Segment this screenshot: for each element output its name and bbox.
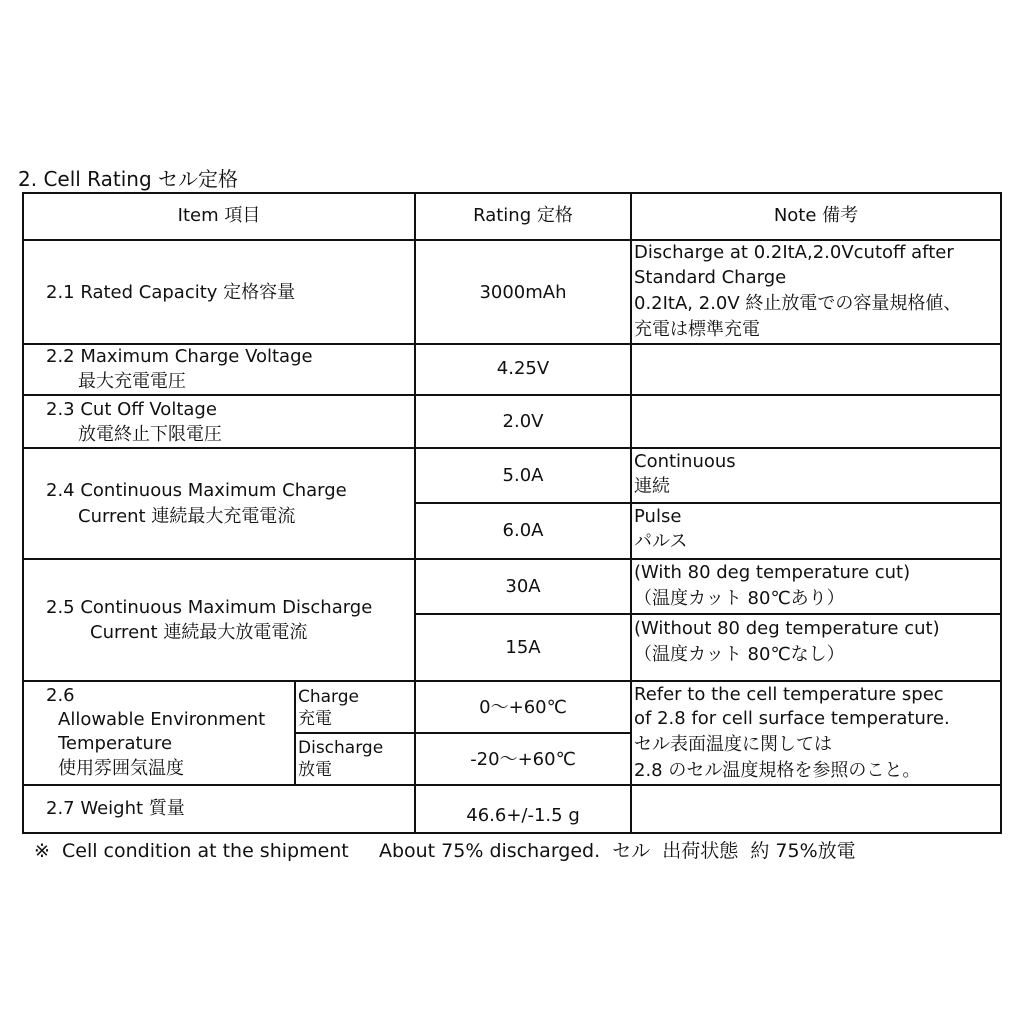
header-rating: Rating 定格 [473,205,573,226]
item-env-temp-line4: 使用雰囲気温度 [58,758,184,779]
col-sep-item-sublabel [294,682,296,786]
rating-max-charge-voltage: 4.25V [496,358,550,379]
note-charge-pulse-line1: Pulse [634,506,682,527]
rating-charge-temp: 0～+60℃ [479,697,567,718]
note-charge-continuous-line2: 連続 [634,476,670,497]
col-sep-rating-note [630,192,632,834]
sublabel-discharge-line1: Discharge [298,738,384,758]
row-line-3 [22,447,1002,449]
item-max-charge-current-line2: Current 連続最大充電電流 [78,506,296,527]
note-discharge-without-cut-line2: （温度カット 80℃なし） [634,644,845,665]
row-line-6 [22,784,1002,786]
note-rated-capacity-line3: 0.2ItA, 2.0V 終止放電での容量規格値、 [634,293,962,314]
rating-discharge-temp: -20～+60℃ [470,749,576,770]
rating-cut-off-voltage: 2.0V [502,411,544,432]
section-title: 2. Cell Rating セル定格 [18,167,239,191]
sublabel-discharge-line2: 放電 [298,760,332,780]
sublabel-charge-line2: 充電 [298,709,332,729]
note-rated-capacity-line2: Standard Charge [634,267,787,288]
item-weight: 2.7 Weight 質量 [46,798,185,819]
note-env-temp-line1: Refer to the cell temperature spec [634,684,944,705]
note-rated-capacity-line4: 充電は標準充電 [634,319,760,340]
sublabel-charge-line1: Charge [298,687,360,707]
item-max-charge-current-line1: 2.4 Continuous Maximum Charge [46,480,347,501]
note-rated-capacity-line1: Discharge at 0.2ItA,2.0Vcutoff after [634,242,954,263]
row-line-5a [414,613,1002,615]
item-cut-off-voltage-line1: 2.3 Cut Off Voltage [46,399,217,420]
item-max-discharge-current-line1: 2.5 Continuous Maximum Discharge [46,597,373,618]
note-discharge-with-cut-line2: （温度カット 80℃あり） [634,588,845,609]
item-env-temp-line3: Temperature [58,733,173,754]
rating-charge-current-continuous: 5.0A [502,465,544,486]
header-note: Note 備考 [773,205,859,226]
note-env-temp-line2: of 2.8 for cell surface temperature. [634,708,950,729]
shipment-footnote: ※ Cell condition at the shipment About 75% discharged. セル 出荷状態 約 75%放電 [34,840,856,862]
item-cut-off-voltage-line2: 放電終止下限電圧 [78,424,222,445]
table-border-bottom [22,832,1002,834]
row-line-5 [22,680,1002,682]
note-discharge-with-cut-line1: (With 80 deg temperature cut) [634,562,911,583]
note-charge-continuous-line1: Continuous [634,451,736,472]
item-env-temp-line1: 2.6 [46,685,75,706]
table-border-top [22,192,1002,194]
rating-charge-current-pulse: 6.0A [502,520,544,541]
col-sep-item-rating [414,192,416,682]
rating-discharge-with-cut: 30A [505,576,541,597]
note-discharge-without-cut-line1: (Without 80 deg temperature cut) [634,618,940,639]
note-env-temp-line4: 2.8 のセル温度規格を参照のこと。 [634,760,921,781]
rating-rated-capacity: 3000mAh [479,282,567,303]
item-max-charge-voltage-line2: 最大充電電圧 [78,371,186,392]
row-line-6a [294,732,632,734]
item-env-temp-line2: Allowable Environment [58,709,266,730]
header-item: Item 項目 [177,205,261,226]
item-max-charge-voltage-line1: 2.2 Maximum Charge Voltage [46,346,313,367]
note-env-temp-line3: セル表面温度に関しては [634,734,832,755]
rating-weight: 46.6+/-1.5 g [466,805,580,826]
note-charge-pulse-line2: パルス [634,531,688,552]
row-line-4 [22,558,1002,560]
table-border-right [1000,192,1002,834]
row-line-4a [414,502,1002,504]
row-line-2 [22,394,1002,396]
item-max-discharge-current-line2: Current 連続最大放電電流 [90,622,308,643]
table-border-left [22,192,24,834]
rating-discharge-without-cut: 15A [505,637,541,658]
item-rated-capacity: 2.1 Rated Capacity 定格容量 [46,282,296,303]
